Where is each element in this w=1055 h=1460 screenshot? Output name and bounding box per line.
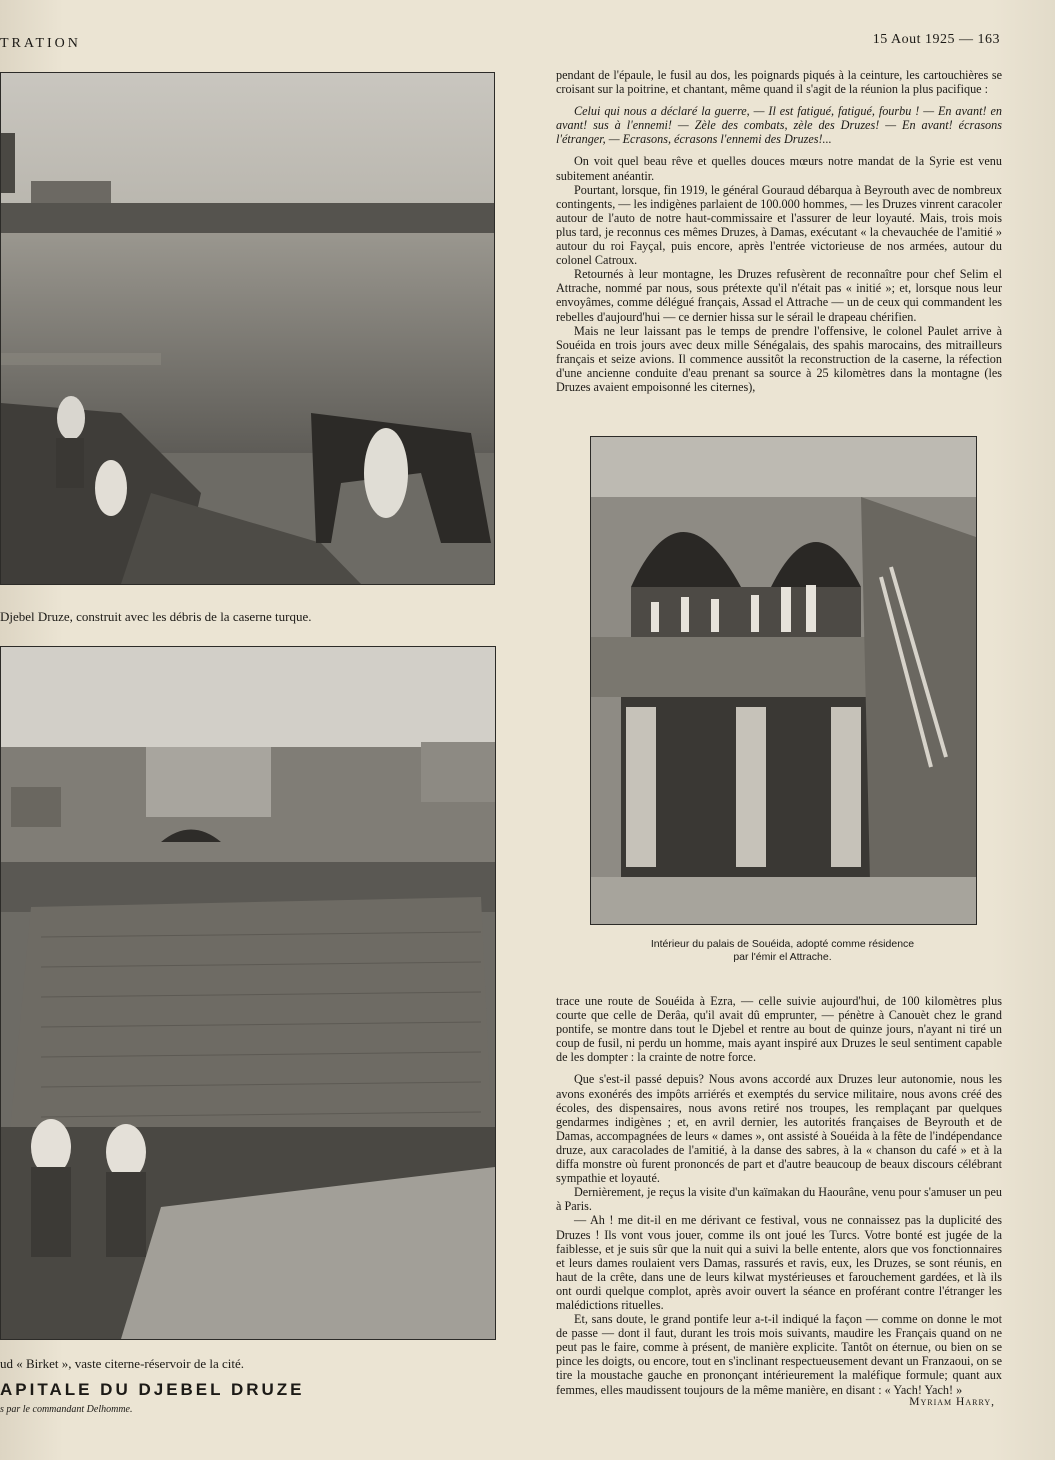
- paragraph: Et, sans doute, le grand pontife leur a-t-il indiqué la façon — comme on donne le mot de passe — dont il faut, durant les trois mois suivants, maudire les Français quand on ne peut pas le faire, comme à présent, de manière explicite. Tantôt on éternue, ou bien on se pince les doigts, ou encore, tout en s'inclinant respectueusement devant un Franzaoui, on se tire la moustache gauche en prononçant intérieurement la maléfique formule; quant aux femmes, elles maudissent toujours de la même manière, en disant : « Yach! Yach! »: [556, 1312, 1002, 1397]
- running-header-left: TRATION: [0, 36, 81, 51]
- article-column-top: [556, 68, 1002, 394]
- song-quote: Celui qui nous a déclaré la guerre, — Il est fatigué, fatigué, fourbu ! — En avant! en avant! sus à l'ennemi! — Zèle des combats, zèle des Druzes! — En avant! écrasons l'étranger, — Ecrasons, écrasons l'ennemi des Druzes!...: [556, 104, 1002, 147]
- running-header-right: 15 Aout 1925 — 163: [872, 32, 1000, 47]
- paragraph: On voit quel beau rêve et quelles douces mœurs notre mandat de la Syrie est venu subitement anéantir.: [556, 154, 1002, 183]
- photo-souieda-palace: [590, 436, 977, 925]
- photo-birket-reservoir: [0, 646, 496, 1340]
- caption-right-line2: par l'émir el Attrache.: [733, 951, 832, 963]
- caption-bottom-left: ud « Birket », vaste citerne-réservoir de la cité.: [0, 1356, 245, 1371]
- photo-pool-watering: [0, 72, 495, 585]
- author-signature: Myriam Harry,: [909, 1396, 995, 1408]
- paragraph: Pourtant, lorsque, fin 1919, le général Gouraud débarqua à Beyrouth avec de nombreux contingents, — les indigènes parlaient de 100.000 hommes, — les Druzes vinrent caracoler autour de l'auto de notre haut-commissaire et l'assurer de leur loyauté. Mais, trois mois plus tard, je reconnus ces mêmes Druzes, à Damas, exécutant « la chevauchée de l'amitié » autour du roi Fayçal, puis encore, après l'entrée victorieuse de nos armées, autour du colonel Catroux.: [556, 182, 1002, 268]
- paragraph: Mais ne leur laissant pas le temps de prendre l'offensive, le colonel Paulet arrive à Souéida en trois jours avec deux mille Sénégalais, des spahis marocains, des mitrailleurs français et seize avions. Il commence aussitôt la reconstruction de la caserne, la réfection d'une ancienne conduite d'eau prenant sa source à 25 kilomètres dans la montagne (les Druzes avaient empoisonné les citernes),: [556, 323, 1002, 394]
- paragraph: pendant de l'épaule, le fusil au dos, les poignards piqués à la ceinture, les cartouchières se croisant sur la poitrine, et chantant, même quand il s'agit de la réunion la plus pacifique :: [556, 68, 1002, 97]
- caption-right: [590, 938, 975, 964]
- caption-top-left: Djebel Druze, construit avec les débris de la caserne turque.: [0, 609, 312, 624]
- article-headline: APITALE DU DJEBEL DRUZE: [0, 1380, 305, 1399]
- paragraph: Retournés à leur montagne, les Druzes refusèrent de reconnaître pour chef Selim el Attrache, nommé par nous, sous prétexte qu'il n'était pas « initié »; et, lorsque nous leur envoyâmes, comme délégué français, Assad el Attrache — un de ceux qui commandent les rebelles d'aujourd'hui — ce dernier hissa sur le sérail le drapeau chérifien.: [556, 267, 1002, 324]
- article-column-bottom: [556, 994, 1002, 1397]
- caption-right-line1: Intérieur du palais de Souéida, adopté comme résidence: [650, 938, 915, 950]
- paragraph: — Ah ! me dit-il en me dérivant ce festival, vous ne connaissez pas la duplicité des Druzes ! Ils vont vous jouer, comme ils ont joué les Turcs. Votre bonté est jugée de la faiblesse, et je suis sûr que la nuit qui a suivi la belle entente, alors que vos fonctionnaires et leurs dames roulaient vers Damas, rassurés et ravis, eux, les Druzes, se sont réunis, en haut de la crête, dans une de leurs kilwat mystérieuses et farouchement gardées, et là ils ont ourdi quelque complot, après avoir ouvert la séance en proférant contre l'étranger les malédictions rituelles.: [556, 1213, 1002, 1312]
- paragraph: Que s'est-il passé depuis? Nous avons accordé aux Druzes leur autonomie, nous les avons exonérés des impôts arriérés et exemptés du service militaire, nous avons créé des écoles, des dispensaires, nous avons retiré nos troupes, les remplaçant par quelques gendarmes indigènes ; et, en avril dernier, les autorités françaises de Beyrouth et de Damas, accompagnées de leurs « dames », ont assisté à Souéida à la fête de l'indépendance druze, aux caracolades de l'amitié, à la danse des sabres, à la « chanson du café » et à la diffa monstre où furent prononcés de part et d'autre beaucoup de beaux discours célébrant sympathie et loyauté.: [556, 1072, 1002, 1186]
- paragraph: Dernièrement, je reçus la visite d'un kaïmakan du Haourâne, venu pour s'amuser un peu à Paris.: [556, 1185, 1002, 1214]
- paragraph: trace une route de Souéida à Ezra, — celle suivie aujourd'hui, de 100 kilomètres plus courte que celle de Derâa, qu'il avait dû emprunter, — pénètre à Canouèt chez le grand pontife, se montre dans tout le Djebel et rentre au bout de quinze jours, n'ayant ni tiré un coup de fusil, ni perdu un homme, mais ayant inspiré aux Druzes le seul sentiment capable de les dompter : la crainte de notre force.: [556, 994, 1002, 1065]
- photo-credit: s par le commandant Delhomme.: [0, 1404, 133, 1415]
